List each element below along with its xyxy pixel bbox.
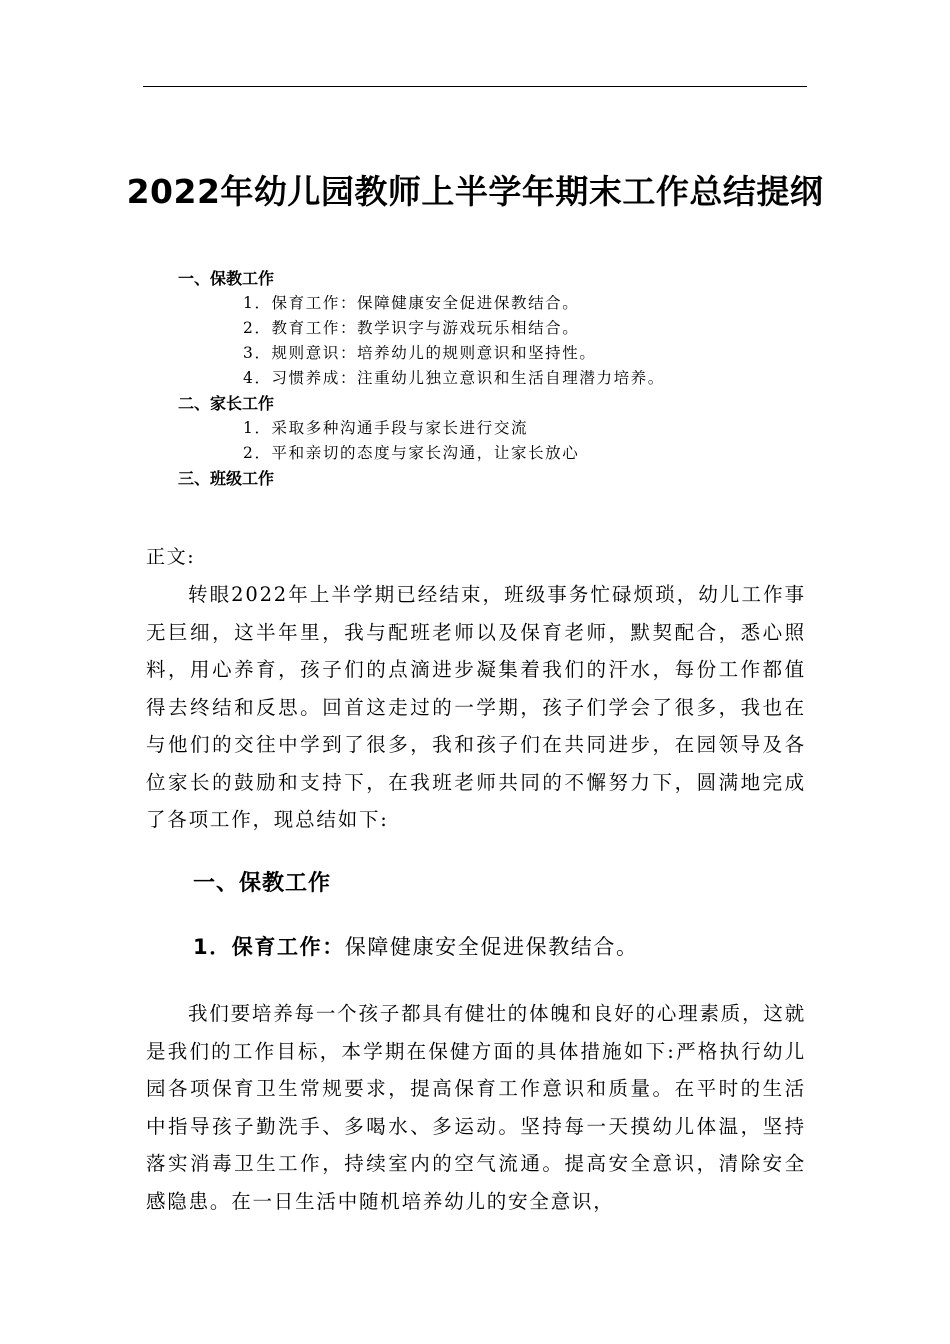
subsection-number-label: 1．保育工作： — [193, 935, 345, 959]
outline-item: 2．平和亲切的态度与家长沟通，让家长放心 — [243, 444, 580, 462]
header-rule — [143, 86, 807, 87]
subsection-heading — [193, 931, 639, 961]
outline-heading: 一、保教工作 — [178, 269, 275, 288]
outline-heading: 二、家长工作 — [178, 394, 275, 413]
outline-item: 3．规则意识：培养幼儿的规则意识和坚持性。 — [243, 344, 597, 362]
body-paragraph: 转眼2022年上半学期已经结束，班级事务忙碌烦琐，幼儿工作事无巨细，这半年里，我与配班老师以及保育老师，默契配合，悉心照料，用心养育，孩子们的点滴进步凝集着我们的汗水，每份工作都值得去终结和反思。回首这走过的一学期，孩子们学会了很多，我也在与他们的交往中学到了很多，我和孩子们在共同进步，在园领导及各位家长的鼓励和支持下，在我班老师共同的不懈努力下，圆满地完成了各项工作，现总结如下: — [146, 583, 806, 831]
outline-item: 2．教育工作：教学识字与游戏玩乐相结合。 — [243, 319, 580, 337]
outline-heading: 三、班级工作 — [178, 469, 275, 488]
outline-item: 1．保育工作：保障健康安全促进保教结合。 — [243, 294, 580, 312]
document-title: 2022年幼儿园教师上半学年期末工作总结提纲 — [126, 172, 824, 211]
subsection-text: 保障健康安全促进保教结合。 — [344, 935, 639, 959]
outline-item: 4．习惯养成：注重幼儿独立意识和生活自理潜力培养。 — [243, 369, 665, 387]
section-heading: 一、保教工作 — [193, 871, 332, 896]
outline-item: 1．采取多种沟通手段与家长进行交流 — [243, 419, 529, 437]
body-paragraph: 我们要培养每一个孩子都具有健壮的体魄和良好的心理素质，这就是我们的工作目标，本学期在保健方面的具体措施如下:严格执行幼儿园各项保育卫生常规要求，提高保育工作意识和质量。在平时的生活中指导孩子勤洗手、多喝水、多运动。坚持每一天摸幼儿体温，坚持落实消毒卫生工作，持续室内的空气流通。提高安全意识，清除安全感隐患。在一日生活中随机培养幼儿的安全意识， — [146, 1002, 806, 1213]
body-label: 正文: — [146, 546, 196, 568]
